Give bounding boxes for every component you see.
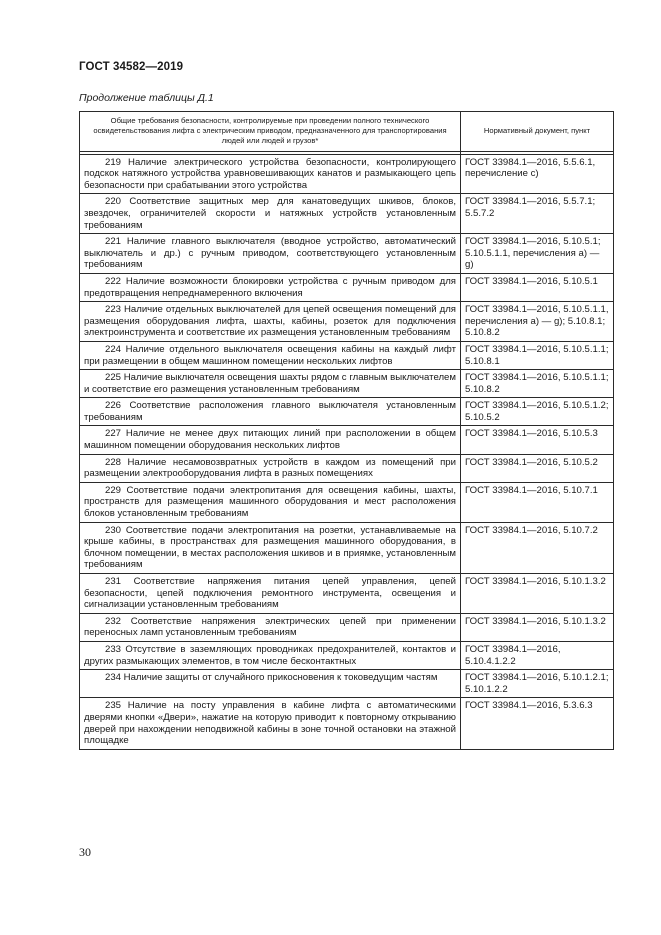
page-number: 30 [79, 845, 91, 859]
reference-cell: ГОСТ 33984.1—2016, 5.10.7.1 [461, 482, 614, 522]
requirement-cell: 219 Наличие электрического устройства безопасности, контролирующего подскок натяжного устройства уравновешивающих канатов и размыкающего цепь безопасности при срабатывании этого устройства [80, 154, 461, 194]
reference-cell: ГОСТ 33984.1—2016, 5.10.5.3 [461, 426, 614, 454]
reference-cell: ГОСТ 33984.1—2016, 5.10.1.2.1; 5.10.1.2.2 [461, 670, 614, 698]
requirement-cell: 221 Наличие главного выключателя (вводное устройство, автоматический выключатель и др.) с ручным приводом, соответствующего установленным требованиям [80, 234, 461, 274]
requirement-cell: 226 Соответствие расположения главного выключателя установленным требованиям [80, 398, 461, 426]
table-caption: Продолжение таблицы Д.1 [79, 92, 214, 104]
header-requirements: Общие требования безопасности, контролируемые при проведении полного технического освидетельствования лифта с электрическим приводом, предназначенного для транспортирования людей или людей и грузов* [80, 112, 461, 152]
table-row [80, 370, 614, 398]
reference-cell: ГОСТ 33984.1—2016, 5.3.6.3 [461, 698, 614, 749]
table-row [80, 398, 614, 426]
requirement-cell: 220 Соответствие защитных мер для канатоведущих шкивов, блоков, звездочек, ограничителей скорости и натяжных устройств установленным требованиям [80, 194, 461, 234]
table-row [80, 522, 614, 573]
requirement-cell: 227 Наличие не менее двух питающих линий при расположении в общем машинном помещении оборудования нескольких лифтов [80, 426, 461, 454]
reference-cell: ГОСТ 33984.1—2016, 5.10.4.1.2.2 [461, 641, 614, 669]
table-row [80, 698, 614, 749]
document-code: ГОСТ 34582—2019 [79, 61, 184, 73]
reference-cell: ГОСТ 33984.1—2016, 5.10.5.2 [461, 454, 614, 482]
reference-cell: ГОСТ 33984.1—2016, 5.10.5.1.1; 5.10.8.2 [461, 370, 614, 398]
table-row [80, 670, 614, 698]
reference-cell: ГОСТ 33984.1—2016, 5.5.7.1; 5.5.7.2 [461, 194, 614, 234]
table-row [80, 641, 614, 669]
requirement-cell: 229 Соответствие подачи электропитания для освещения кабины, шахты, пространств для размещения машинного оборудования и мест расположения блоков установленным требованиям [80, 482, 461, 522]
table-row [80, 574, 614, 614]
requirement-cell: 224 Наличие отдельного выключателя освещения кабины на каждый лифт при размещении в общем машинном помещении нескольких лифтов [80, 341, 461, 369]
table-row [80, 302, 614, 342]
requirements-table [79, 111, 614, 750]
requirement-cell: 234 Наличие защиты от случайного прикосновения к токоведущим частям [80, 670, 461, 698]
table-row [80, 454, 614, 482]
table-row [80, 194, 614, 234]
requirement-cell: 230 Соответствие подачи электропитания на розетки, устанавливаемые на крыше кабины, в пространствах для размещения машинного оборудования, в блочном помещении, в местах расположения шкивов и в приямке, установленным требованиям [80, 522, 461, 573]
reference-cell: ГОСТ 33984.1—2016, 5.10.5.1; 5.10.5.1.1, перечисления а) — g) [461, 234, 614, 274]
reference-cell: ГОСТ 33984.1—2016, 5.10.5.1.1, перечисления а) — g); 5.10.8.1; 5.10.8.2 [461, 302, 614, 342]
table-row [80, 341, 614, 369]
requirement-cell: 225 Наличие выключателя освещения шахты рядом с главным выключателем и соответствие его размещения установленным требованиям [80, 370, 461, 398]
reference-cell: ГОСТ 33984.1—2016, 5.10.1.3.2 [461, 613, 614, 641]
header-reference: Нормативный документ, пункт [461, 112, 614, 152]
requirement-cell: 235 Наличие на посту управления в кабине лифта с автоматическими дверями кнопки «Двери», нажатие на которую приводит к повторному открыванию дверей при нахождении неподвижной кабины в зоне точной остановки на этажной площадке [80, 698, 461, 749]
reference-cell: ГОСТ 33984.1—2016, 5.5.6.1, перечисление с) [461, 154, 614, 194]
requirement-cell: 232 Соответствие напряжения электрических цепей при применении переносных ламп установленным требованиям [80, 613, 461, 641]
table-row [80, 613, 614, 641]
table-header-row [80, 112, 614, 152]
requirement-cell: 233 Отсутствие в заземляющих проводниках предохранителей, контактов и других размыкающих элементов, в том числе бесконтактных [80, 641, 461, 669]
table-row [80, 154, 614, 194]
reference-cell: ГОСТ 33984.1—2016, 5.10.5.1 [461, 273, 614, 301]
table-row [80, 273, 614, 301]
requirement-cell: 222 Наличие возможности блокировки устройства с ручным приводом для предотвращения непреднамеренного включения [80, 273, 461, 301]
table-row [80, 426, 614, 454]
table-row [80, 482, 614, 522]
requirement-cell: 228 Наличие несамовозвратных устройств в каждом из помещений при размещении электрооборудования лифта в разных помещениях [80, 454, 461, 482]
table-row [80, 234, 614, 274]
reference-cell: ГОСТ 33984.1—2016, 5.10.1.3.2 [461, 574, 614, 614]
reference-cell: ГОСТ 33984.1—2016, 5.10.5.1.1; 5.10.8.1 [461, 341, 614, 369]
requirement-cell: 223 Наличие отдельных выключателей для цепей освещения помещений для размещения оборудования лифта, шахты, кабины, розеток для подключения электроинструмента и соответствие их размещения установленным требованиям [80, 302, 461, 342]
reference-cell: ГОСТ 33984.1—2016, 5.10.5.1.2; 5.10.5.2 [461, 398, 614, 426]
reference-cell: ГОСТ 33984.1—2016, 5.10.7.2 [461, 522, 614, 573]
requirement-cell: 231 Соответствие напряжения питания цепей управления, цепей безопасности, цепей подключения ремонтного инструмента, освещения и сигнализации установленным требованиям [80, 574, 461, 614]
